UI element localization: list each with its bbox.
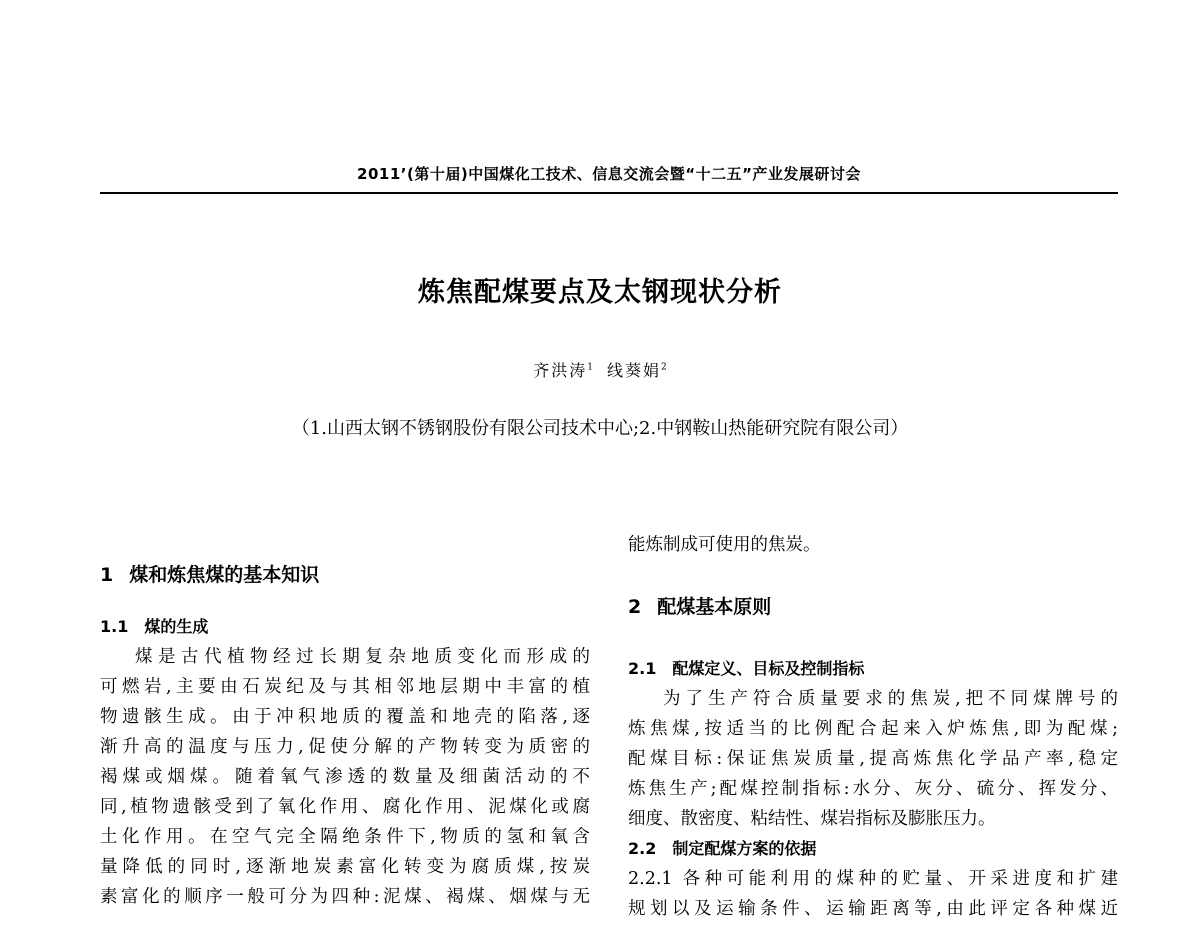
text-line: 同,植物遗骸受到了氧化作用、腐化作用、泥煤化或腐: [100, 797, 590, 817]
text-line: 量降低的同时,逐渐地炭素富化转变为腐质煤,按炭: [100, 857, 590, 877]
text-line: 褐煤或烟煤。随着氧气渗透的数量及细菌活动的不: [100, 767, 590, 787]
subsection-heading: [100, 612, 590, 642]
author-name: 线葵娟: [607, 361, 662, 380]
text-line: 煤是古代植物经过长期复杂地质变化而形成的: [135, 647, 590, 667]
conference-header: 2011’(第十届)中国煤化工技术、信息交流会暨“十二五”产业发展研讨会: [357, 165, 861, 183]
subsection-title: 配煤定义、目标及控制指标: [672, 659, 865, 678]
section-title: 煤和炼焦煤的基本知识: [129, 564, 320, 586]
subsection-title: 煤的生成: [144, 617, 209, 636]
subsection-number: 2.1: [628, 659, 657, 678]
body-paragraph: [100, 642, 590, 912]
paper-title: 炼焦配煤要点及太钢现状分析: [418, 277, 782, 308]
section-title: 配煤基本原则: [657, 596, 772, 618]
author-affil-mark: 1: [587, 362, 593, 373]
text-line: 为了生产符合质量要求的焦炭,把不同煤牌号的: [663, 689, 1118, 709]
author-list: [0, 358, 1200, 381]
subsection-heading: [628, 654, 1118, 684]
section-number: 1: [100, 564, 114, 586]
subsection-number: 2.2: [628, 839, 657, 858]
affiliation: （1.山西太钢不锈钢股份有限公司技术中心;2.中钢鞍山热能研究院有限公司）: [291, 418, 909, 439]
text-line: 炼焦煤,按适当的比例配合起来入炉炼焦,即为配煤;: [628, 719, 1118, 739]
author-affil-mark: 2: [661, 362, 667, 373]
right-column: [628, 530, 1118, 924]
body-paragraph: [628, 864, 1118, 924]
subsection-heading: [628, 834, 1118, 864]
body-paragraph: [628, 684, 1118, 834]
continuation-line: 能炼制成可使用的焦炭。: [628, 535, 821, 555]
text-line: 物遗骸生成。由于冲积地质的覆盖和地壳的陷落,逐: [100, 707, 590, 727]
section-heading: [628, 592, 1118, 622]
text-line: 渐升高的温度与压力,促使分解的产物转变为质密的: [100, 737, 590, 757]
subsection-title: 制定配煤方案的依据: [672, 839, 817, 858]
section-heading: [100, 560, 590, 590]
text-line: 土化作用。在空气完全隔绝条件下,物质的氢和氧含: [100, 827, 590, 847]
text-line: 2.2.1 各种可能利用的煤种的贮量、开采进度和扩建: [628, 869, 1118, 889]
text-line: 炼焦生产;配煤控制指标:水分、灰分、硫分、挥发分、: [628, 779, 1118, 799]
header-rule: [100, 192, 1118, 194]
left-column: [100, 560, 590, 912]
section-number: 2: [628, 596, 642, 618]
text-line: 细度、散密度、粘结性、煤岩指标及膨胀压力。: [628, 809, 996, 829]
subsection-number: 1.1: [100, 617, 129, 636]
text-line: 素富化的顺序一般可分为四种:泥煤、褐煤、烟煤与无: [100, 887, 590, 907]
text-line: 配煤目标:保证焦炭质量,提高炼焦化学品产率,稳定: [628, 749, 1118, 769]
text-line: 可燃岩,主要由石炭纪及与其相邻地层期中丰富的植: [100, 677, 590, 697]
author-name: 齐洪涛: [533, 361, 588, 380]
text-line: 规划以及运输条件、运输距离等,由此评定各种煤近: [628, 899, 1118, 919]
